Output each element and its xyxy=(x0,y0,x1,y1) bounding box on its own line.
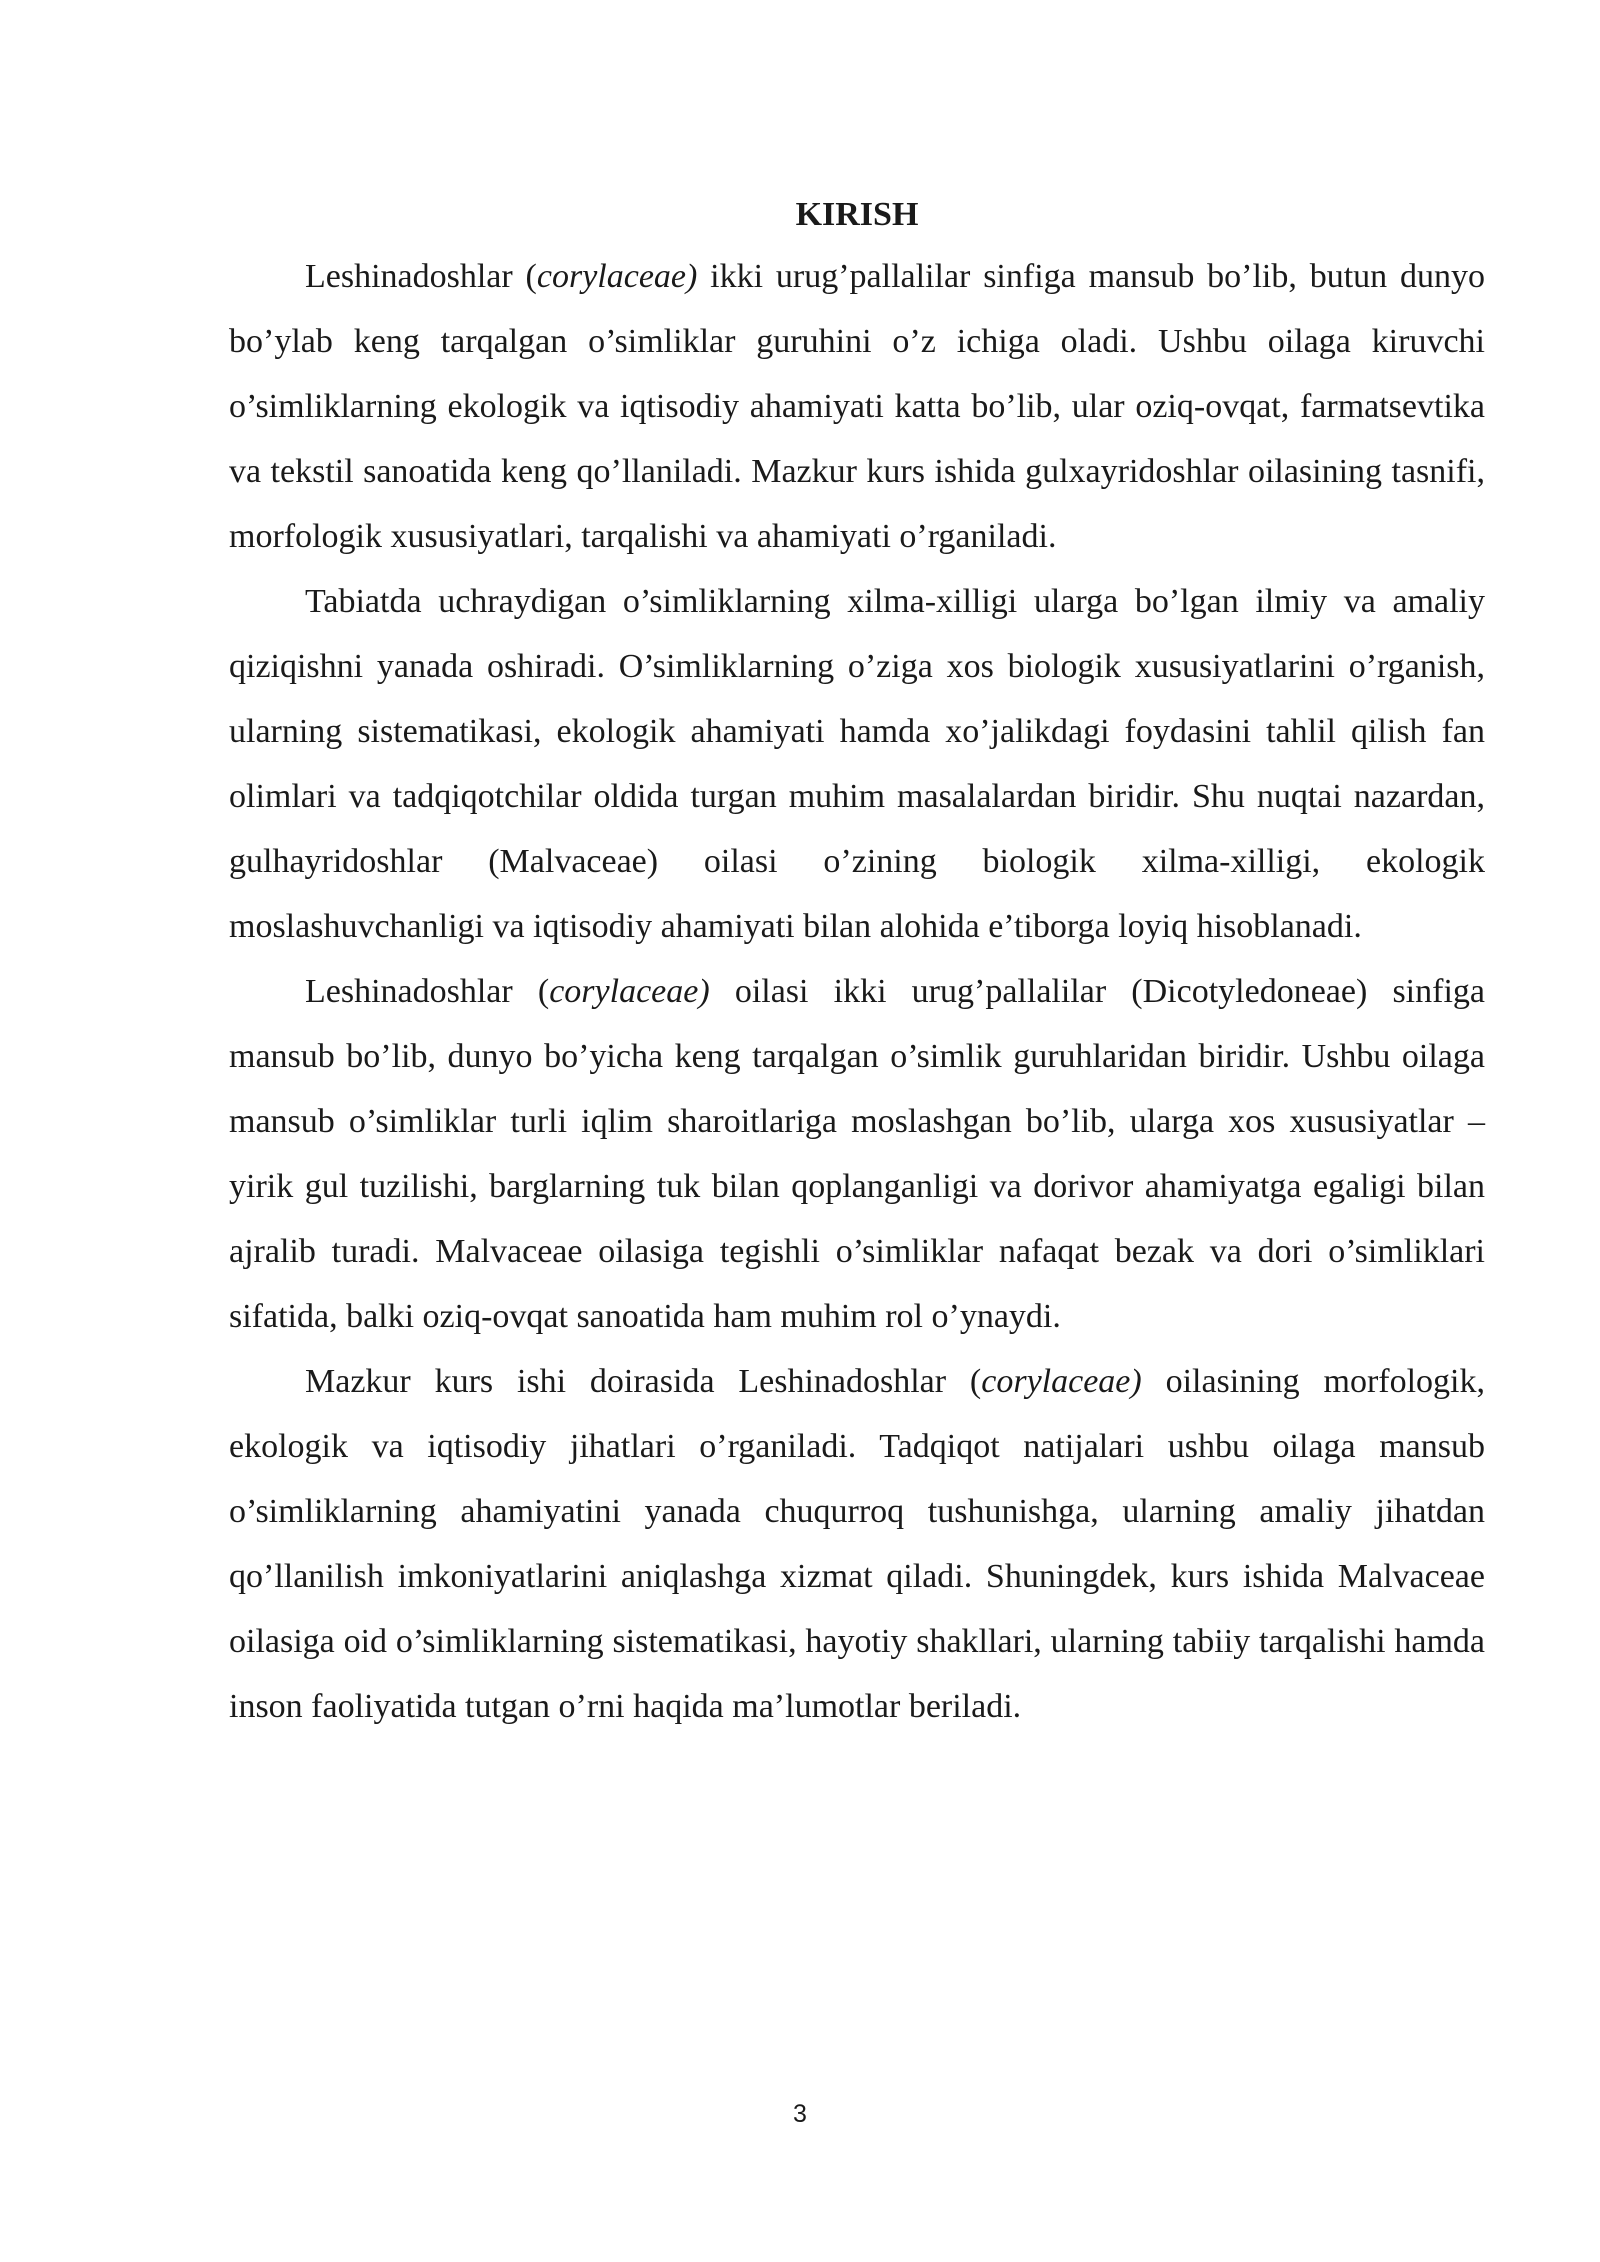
paragraph-1-text-cont: ikki urug’pallalilar sinfiga mansub bo’lib, butun dunyo bo’ylab keng tarqalgan o’simliklar guruhini o’z ichiga oladi. Ushbu oilaga kiruvchi o’simliklarning ekologik va iqtisodiy ahamiyati katta bo’lib, ular oziq-ovqat, farmatsevtika va tekstil sanoatida keng qo’llaniladi. Mazkur kurs ishida gulxayridoshlar oilasining tasnifi, morfologik xususiyatlari, tarqalishi va ahamiyati o’rganiladi. xyxy=(229,258,1485,555)
page-content xyxy=(229,186,1485,1739)
paragraph-4-latin-name: corylaceae) xyxy=(981,1363,1142,1400)
page-number: 3 xyxy=(793,2100,807,2128)
paragraph-4-text: Mazkur kurs ishi doirasida Leshinadoshlar ( xyxy=(305,1363,982,1400)
paragraph-4-text-cont: oilasining morfologik, ekologik va iqtisodiy jihatlari o’rganiladi. Tadqiqot natijalari ushbu oilaga mansub o’simliklarning ahamiyatini yanada chuqurroq tushunishga, ularning amaliy jihatdan qo’llanilish imkoniyatlarini aniqlashga xizmat qiladi. Shuningdek, kurs ishida Malvaceae oilasiga oid o’simliklarning sistematikasi, hayotiy shakllari, ularning tabiiy tarqalishi hamda inson faoliyatida tutgan o’rni haqida ma’lumotlar beriladi. xyxy=(229,1363,1485,1725)
paragraph-2-text: Tabiatda uchraydigan o’simliklarning xilma-xilligi ularga bo’lgan ilmiy va amaliy qiziqishni yanada oshiradi. O’simliklarning o’ziga xos biologik xususiyatlarini o’rganish, ularning sistematikasi, ekologik ahamiyati hamda xo’jalikdagi foydasini tahlil qilish fan olimlari va tadqiqotchilar oldida turgan muhim masalalardan biridir. Shu nuqtai nazardan, gulhayridoshlar (Malvaceae) oilasi o’zining biologik xilma-xilligi, ekologik moslashuvchanligi va iqtisodiy ahamiyati bilan alohida e’tiborga loyiq hisoblanadi. xyxy=(229,583,1485,945)
paragraph-3-text-cont: oilasi ikki urug’pallalilar (Dicotyledoneae) sinfiga mansub bo’lib, dunyo bo’yicha keng tarqalgan o’simlik guruhlaridan biridir. Ushbu oilaga mansub o’simliklar turli iqlim sharoitlariga moslashgan bo’lib, ularga xos xususiyatlar – yirik gul tuzilishi, barglarning tuk bilan qoplanganligi va dorivor ahamiyatga egaligi bilan ajralib turadi. Malvaceae oilasiga tegishli o’simliklar nafaqat bezak va dori o’simliklari sifatida, balki oziq-ovqat sanoatida ham muhim rol o’ynaydi. xyxy=(229,973,1485,1335)
paragraph-1-text: Leshinadoshlar ( xyxy=(305,258,537,295)
paragraph-3-text: Leshinadoshlar ( xyxy=(305,973,550,1010)
paragraph-1 xyxy=(229,244,1485,569)
paragraph-1-latin-name: corylaceae) xyxy=(536,258,698,295)
paragraph-3-latin-name: corylaceae) xyxy=(549,973,710,1010)
paragraph-3 xyxy=(229,959,1485,1349)
paragraph-4 xyxy=(229,1349,1485,1739)
section-title: KIRISH xyxy=(795,196,919,233)
paragraph-2 xyxy=(229,569,1485,959)
